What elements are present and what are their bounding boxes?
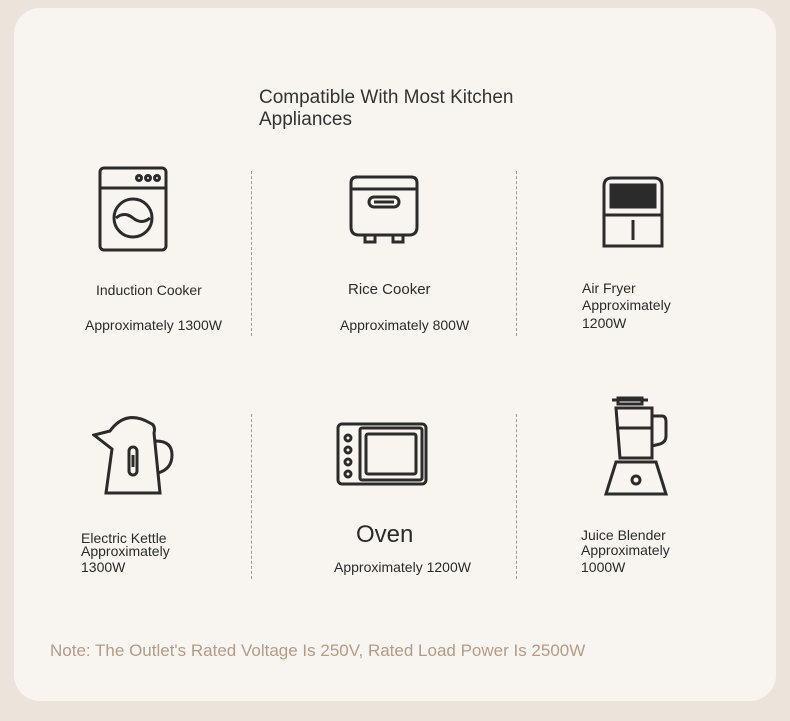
appliance-power-electric-kettle-line1: Approximately: [81, 543, 170, 559]
divider-top-left: [251, 171, 252, 336]
appliance-power-air-fryer-line1: Approximately: [582, 297, 671, 313]
appliance-name-oven: Oven: [356, 521, 414, 548]
appliance-name-juice-blender: Juice Blender: [581, 527, 666, 543]
oven-icon: [336, 422, 430, 488]
appliance-power-oven: Approximately 1200W: [334, 559, 471, 575]
washing-machine-icon: [98, 166, 170, 252]
appliance-power-electric-kettle-line2: 1300W: [81, 559, 126, 575]
blender-icon: [602, 396, 672, 498]
appliance-power-air-fryer-line2: 1200W: [582, 315, 627, 331]
appliance-power-juice-blender-line1: Approximately: [581, 542, 670, 558]
appliance-power-induction-cooker: Approximately 1300W: [85, 317, 222, 333]
appliance-name-electric-kettle: Electric Kettle: [81, 530, 167, 546]
kettle-icon: [92, 411, 176, 495]
divider-bottom-left: [251, 414, 252, 579]
appliance-name-induction-cooker: Induction Cooker: [96, 282, 202, 298]
appliance-name-air-fryer: Air Fryer: [582, 280, 636, 296]
divider-bottom-right: [516, 414, 517, 579]
rice-cooker-icon: [349, 175, 419, 245]
air-fryer-icon: [602, 176, 664, 248]
appliance-name-rice-cooker: Rice Cooker: [348, 281, 431, 298]
divider-top-right: [516, 171, 517, 336]
appliance-power-juice-blender-line2: 1000W: [581, 559, 626, 575]
appliance-card: [14, 8, 776, 701]
page-title: Compatible With Most Kitchen Appliances: [259, 87, 514, 130]
rated-power-note: Note: The Outlet's Rated Voltage Is 250V, Rated Load Power Is 2500W: [50, 641, 586, 660]
appliance-power-rice-cooker: Approximately 800W: [340, 317, 470, 333]
